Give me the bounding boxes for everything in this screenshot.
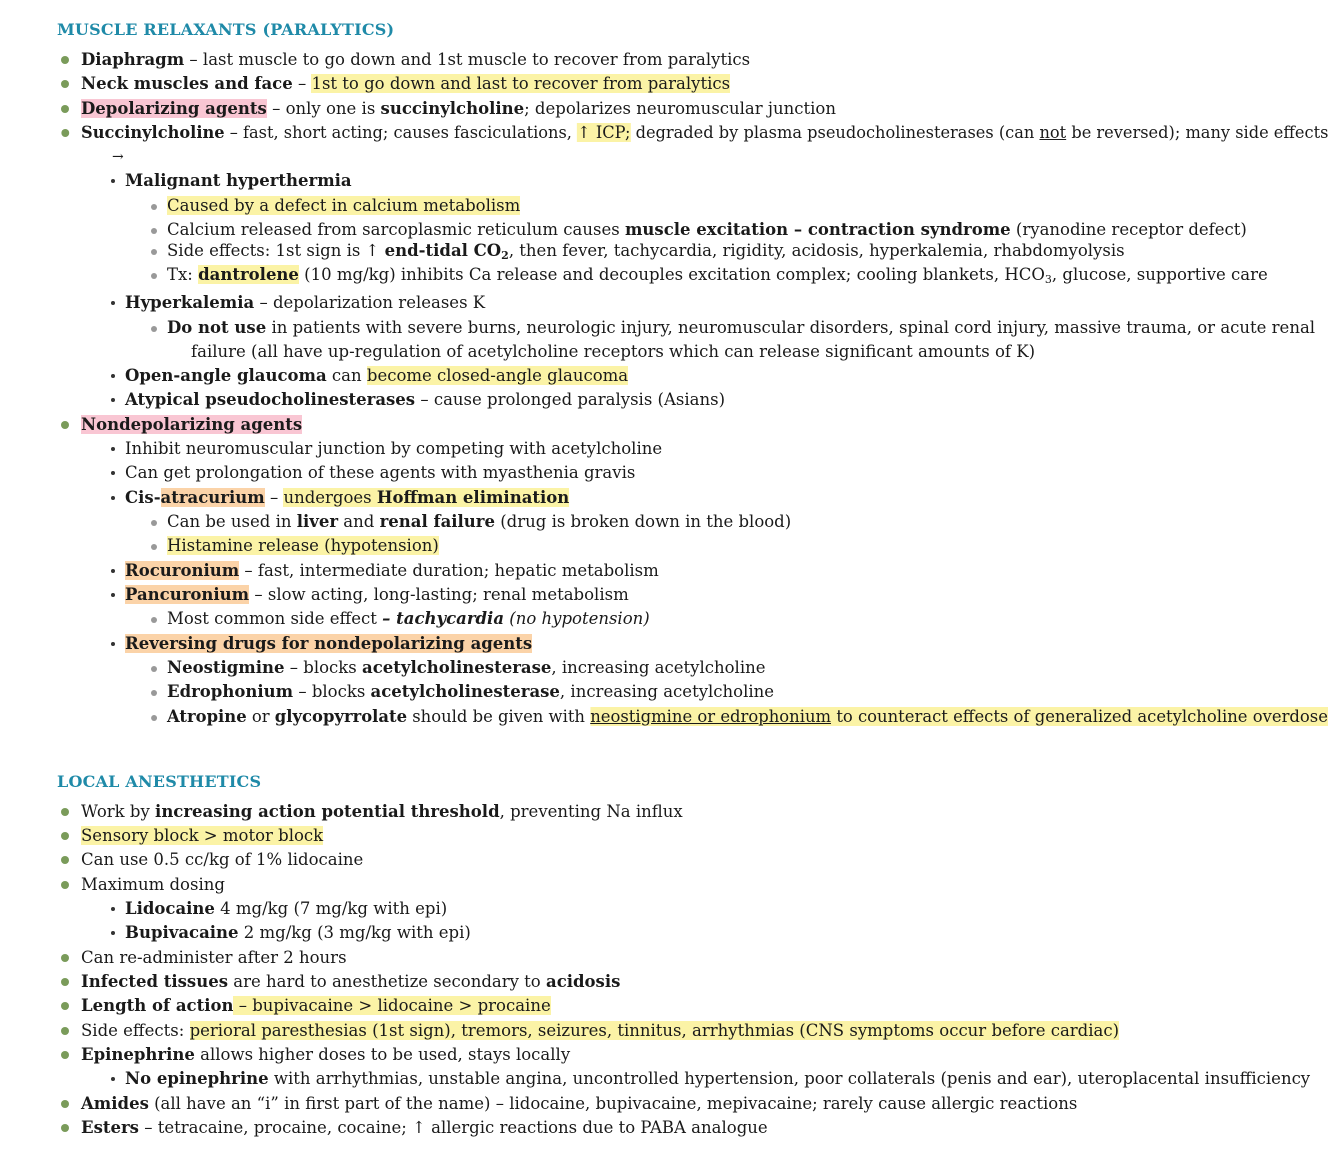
list-item-la-no-epinephrine: No epinephrine with arrhythmias, unstable angina, uncontrolled hypertension, poor collaterals (penis and ear), uteroplacental insufficiency — [125, 1068, 1310, 1090]
list-item-la-amides: Amides (all have an “i” in first part of the name) – lidocaine, bupivacaine, mepivacaine; rarely cause allergic reactions — [81, 1093, 1077, 1115]
list-item-la-bupivacaine: Bupivacaine 2 mg/kg (3 mg/kg with epi) — [125, 922, 471, 944]
list-item-neostigmine: Neostigmine – blocks acetylcholinesterase, increasing acetylcholine — [167, 657, 766, 679]
list-item-cis-liver: Can be used in liver and renal failure (drug is broken down in the blood) — [167, 511, 791, 533]
list-item-atropine: Atropine or glycopyrrolate should be given with neostigmine or edrophonium to counteract effects of generalized acetylcholine overdose — [167, 706, 1328, 728]
list-item-malignant-hyperthermia: Malignant hyperthermia — [125, 170, 352, 192]
list-item-la-epinephrine: Epinephrine allows higher doses to be used, stays locally — [81, 1044, 570, 1066]
list-item-glaucoma: Open-angle glaucoma can become closed-angle glaucoma — [125, 365, 628, 387]
list-item-la-lidocaine-dose: Can use 0.5 cc/kg of 1% lidocaine — [81, 849, 363, 871]
list-item-la-esters: Esters – tetracaine, procaine, cocaine; ↑ allergic reactions due to PABA analogue — [81, 1117, 768, 1139]
list-item-hyperkalemia: Hyperkalemia – depolarization releases K — [125, 292, 485, 314]
list-item-diaphragm: Diaphragm – last muscle to go down and 1st muscle to recover from paralytics — [81, 49, 750, 71]
list-item-la-side-effects: Side effects: perioral paresthesias (1st sign), tremors, seizures, tinnitus, arrhythmias (CNS symptoms occur before cardiac) — [81, 1020, 1119, 1042]
list-item-cis-atracurium: Cis-atracurium – undergoes Hoffman elimination — [125, 487, 569, 509]
list-item-edrophonium: Edrophonium – blocks acetylcholinesterase, increasing acetylcholine — [167, 681, 774, 703]
list-item-la-sensory: Sensory block > motor block — [81, 825, 323, 847]
section-heading-local-anesthetics: LOCAL ANESTHETICS — [57, 772, 262, 791]
list-item-panc-side-effect: Most common side effect – tachycardia (no hypotension) — [167, 608, 650, 630]
list-item-nondepolarizing: Nondepolarizing agents — [81, 414, 302, 436]
section-heading-muscle-relaxants: MUSCLE RELAXANTS (PARALYTICS) — [57, 20, 395, 39]
list-item-la-max-dosing: Maximum dosing — [81, 874, 225, 896]
list-item-atypical: Atypical pseudocholinesterases – cause prolonged paralysis (Asians) — [125, 389, 725, 411]
list-item-cis-histamine: Histamine release (hypotension) — [167, 535, 439, 557]
list-item-neck: Neck muscles and face – 1st to go down and last to recover from paralytics — [81, 73, 730, 95]
list-item-reversing-drugs: Reversing drugs for nondepolarizing agents — [125, 633, 532, 655]
list-item-succinylcholine: Succinylcholine – fast, short acting; causes fasciculations, ↑ ICP; degraded by plasma pseudocholinesterases (can not be reversed); many side effects — [81, 122, 1328, 144]
list-item-nd-prolongation: Can get prolongation of these agents with myasthenia gravis — [125, 462, 635, 484]
list-item-la-infected: Infected tissues are hard to anesthetize secondary to acidosis — [81, 971, 620, 993]
list-item-depolarizing: Depolarizing agents – only one is succinylcholine; depolarizes neuromuscular junction — [81, 98, 836, 120]
list-item-la-lidocaine: Lidocaine 4 mg/kg (7 mg/kg with epi) — [125, 898, 447, 920]
list-item-rocuronium: Rocuronium – fast, intermediate duration; hepatic metabolism — [125, 560, 659, 582]
list-item-la-readminister: Can re-administer after 2 hours — [81, 947, 347, 969]
list-item-nd-inhibit: Inhibit neuromuscular junction by competing with acetylcholine — [125, 438, 662, 460]
list-item-mh-calcium: Calcium released from sarcoplasmic reticulum causes muscle excitation – contraction syndrome (ryanodine receptor defect) — [167, 219, 1247, 241]
list-item-mh-treatment: Tx: dantrolene (10 mg/kg) inhibits Ca release and decouples excitation complex; cooling blankets, HCO3, glucose, supportive care — [167, 264, 1268, 286]
list-item-pancuronium: Pancuronium – slow acting, long-lasting; renal metabolism — [125, 584, 629, 606]
arrow-icon: → — [112, 149, 124, 165]
list-item-la-threshold: Work by increasing action potential threshold, preventing Na influx — [81, 801, 683, 823]
list-item-la-length: Length of action – bupivacaine > lidocaine > procaine — [81, 995, 551, 1017]
list-item-mh-cause: Caused by a defect in calcium metabolism — [167, 195, 520, 217]
list-item-do-not-use: Do not use in patients with severe burns, neurologic injury, neuromuscular disorders, spinal cord injury, massive trauma, or acute renal — [167, 317, 1315, 339]
list-item-mh-side-effects: Side effects: 1st sign is ↑ end-tidal CO2, then fever, tachycardia, rigidity, acidosis, hyperkalemia, rhabdomyolysis — [167, 240, 1125, 262]
list-item-do-not-use-continued: failure (all have up-regulation of acetylcholine receptors which can release significant amounts of K) — [191, 342, 1036, 361]
